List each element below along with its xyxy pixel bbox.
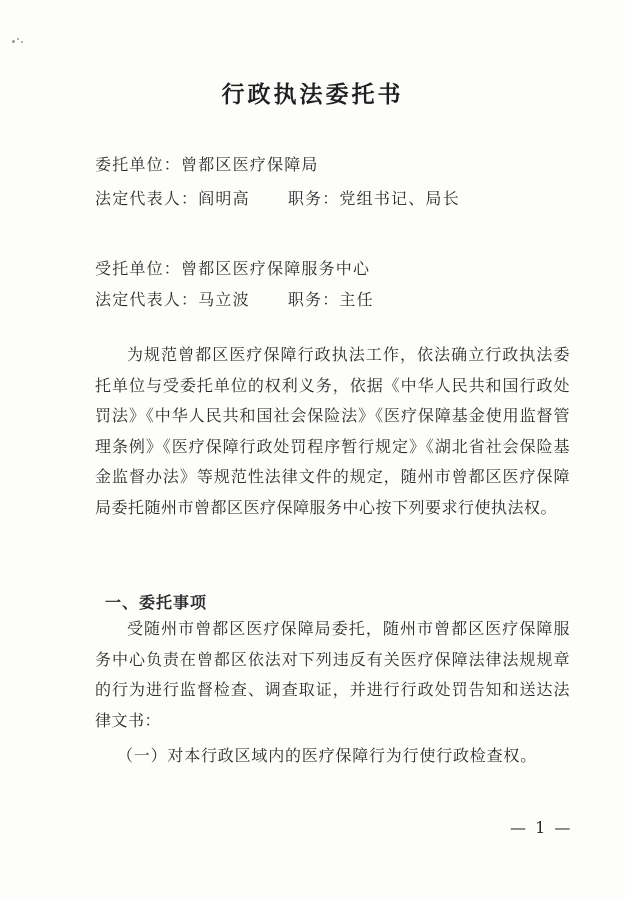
entrusted-rep: 法定代表人：马立波 [95,290,250,309]
page-number: — 1 — [510,818,573,837]
document-title: 行政执法委托书 [221,81,404,108]
entrusted-representative-line [95,287,374,310]
scan-speck [12,38,26,44]
entrusting-position: 职务：党组书记、局长 [287,189,460,208]
section-paragraph: 受随州市曾都区医疗保障局委托，随州市曾都区医疗保障服务中心负责在曾都区依法对下列违反有关医疗保障法律法规规章的行为进行监督检查、调查取证，并进行行政处罚告知和送达法律文书： [95,619,570,730]
entrusting-representative-line [95,186,460,209]
entrusting-unit-line: 委托单位：曾都区医疗保障局 [95,155,319,174]
entrusted-unit-line: 受托单位：曾都区医疗保障服务中心 [95,259,371,278]
entrusted-position: 职务：主任 [287,290,374,309]
intro-paragraph: 为规范曾都区医疗保障行政执法工作，依法确立行政执法委托单位与受委托单位的权利义务，依据《中华人民共和国行政处罚法》《中华人民共和国社会保险法》《医疗保障基金使用监督管理条例》《医疗保障行政处罚程序暂行规定》《湖北省社会保险基金监督办法》等规范性法律文件的规定，随州市曾都区医疗保障局委托随州市曾都区医疗保障服务中心按下列要求行使执法权。 [95,345,570,517]
entrusting-rep: 法定代表人：阎明高 [95,189,250,208]
item-1: （一）对本行政区域内的医疗保障行为行使行政检查权。 [117,746,538,765]
section-heading: 一、委托事项 [105,593,208,612]
